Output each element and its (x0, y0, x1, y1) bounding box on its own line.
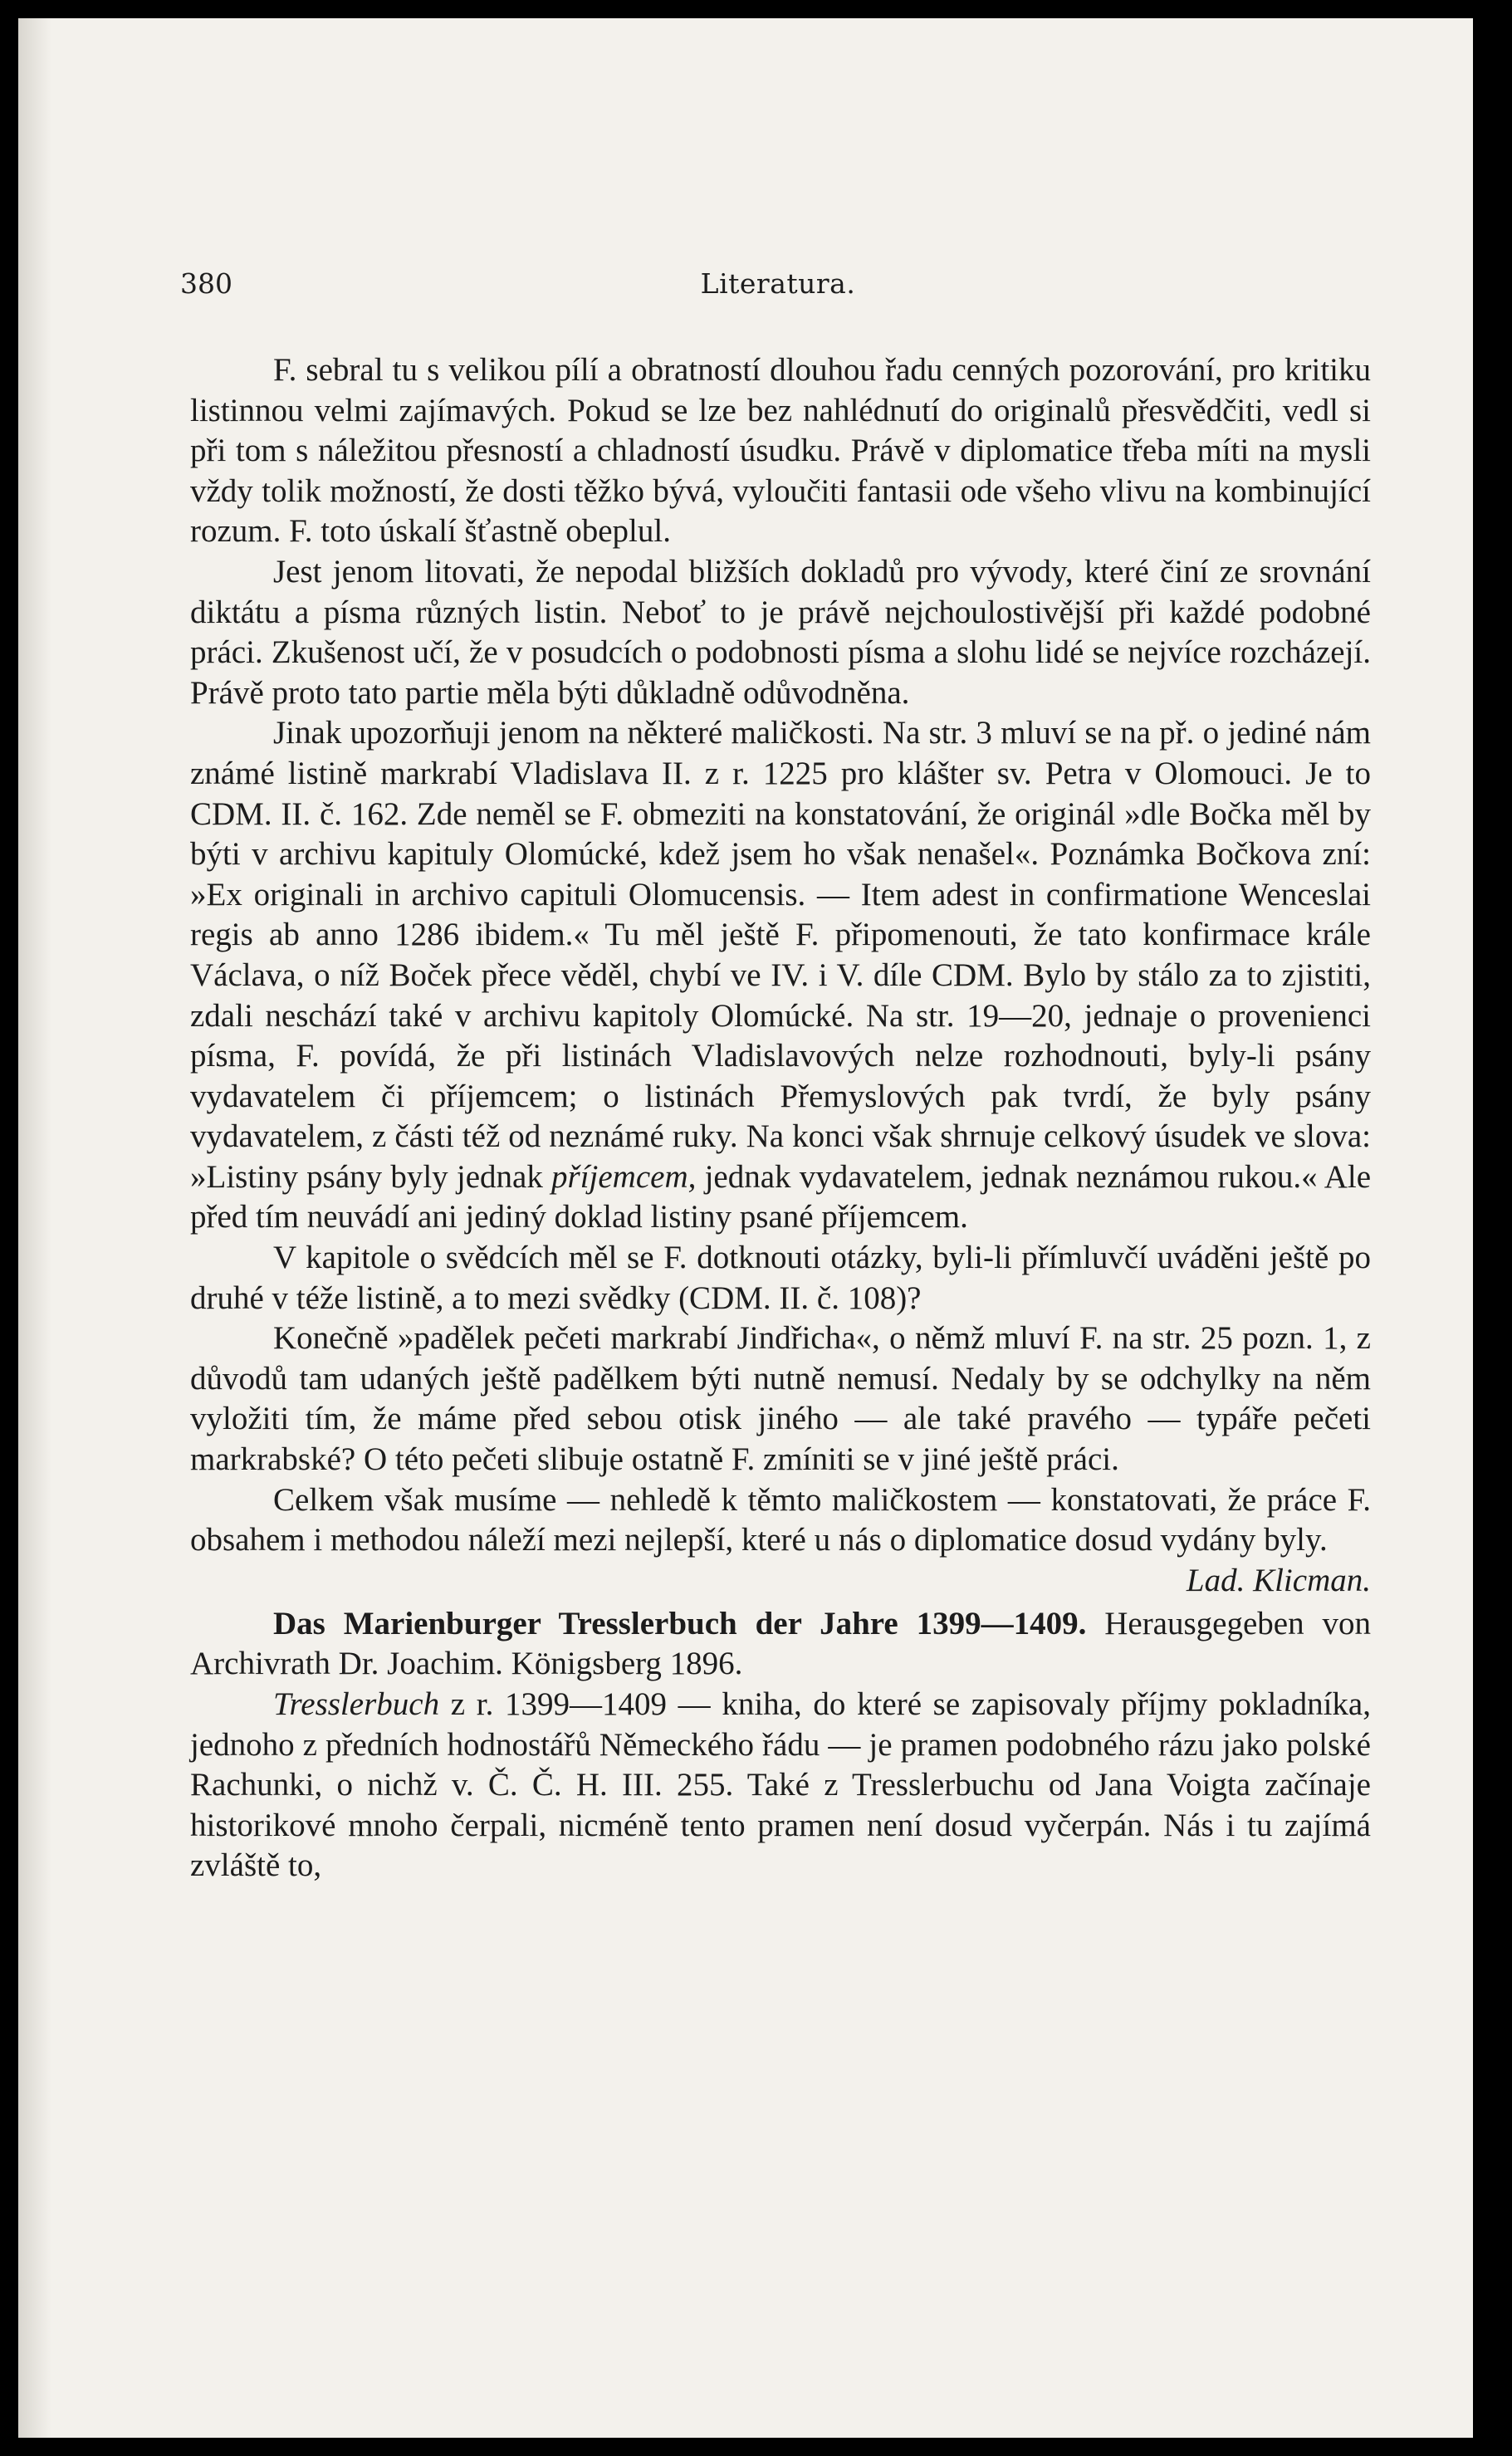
paragraph: V kapitole o svědcích měl se F. dotknouti otázky, byli-li přímluvčí uváděni ještě po druhé v téže listině, a to mezi svědky (CDM. II. č. 108)? (190, 1240, 1371, 1316)
page-header (180, 267, 1376, 317)
paragraph (190, 1685, 1371, 1886)
book-page (18, 18, 1473, 2438)
review-title-rest: Herausgegeben von Archivrath Dr. Joachim. Königsberg 1896. (190, 1605, 1371, 1682)
paragraph: Jest jenom litovati, že nepodal bližších dokladů pro vývody, které činí ze srovnání diktátu a písma různých listin. Neboť to je právě nejchoulostivější při každé podobné práci. Zkušenost učí, že v posudcích o podobnosti písma a slohu lidé se nejvíce rozcházejí. Právě proto tato partie měla býti důkladně odůvodněna. (190, 553, 1371, 711)
paragraph-text: Jinak upozorňuji jenom na některé maličkosti. Na str. 3 mluví se na př. o jediné nám známé listině markrabí Vladislava II. z r. 1225 pro klášter sv. Petra v Olomouci. Je to CDM. II. č. 162. Zde neměl se F. obmeziti na konstatování, že originál »dle Bočka měl by býti v archivu kapituly Olomúcké, kdež jsem ho však nenašel«. Poznámka Bočkova zní: »Ex originali in archivo capituli Olomucensis. — Item adest in confirmatione Wenceslai regis ab anno 1286 ibidem.« Tu měl ještě F. připomenouti, že tato konfirmace krále Václava, o níž Boček přece věděl, chybí ve IV. i V. díle CDM. Bylo by stálo za to zjistiti, zdali neschází také v archivu kapitoly Olomúcké. Na str. 19—20, jednaje o provenienci písma, F. povídá, že při listinách Vladislavových nelze rozhodnouti, byly-li psány vydavatelem či příjemcem; o listinách Přemyslových pak tvrdí, že byly psány vydavatelem, z části též od neznámé ruky. Na konci však shrnuje celkový úsudek ve slova: »Listiny psány byly jednak (190, 715, 1371, 1195)
emphasis-text: Tresslerbuch (273, 1686, 440, 1722)
text-block (190, 350, 1371, 1886)
running-head: Literatura. (700, 267, 856, 300)
review-title: Das Marienburger Tresslerbuch der Jahre 1399—1409. (273, 1605, 1087, 1641)
paragraph: F. sebral tu s velikou pílí a obratností dlouhou řadu cenných pozorování, pro kritiku listinnou velmi zajímavých. Pokud se lze bez nahlédnutí do originalů přesvědčiti, vedl si při tom s náležitou přesností a chladností úsudku. Právě v diplomatice třeba míti na mysli vždy tolik možností, že dosti těžko bývá, vyloučiti fantasii ode všeho vlivu na kombinující rozum. F. toto úskalí šťastně obeplul. (190, 352, 1371, 550)
page-number: 380 (180, 267, 232, 300)
paragraph (190, 713, 1371, 1238)
paragraph-text: z r. 1399—1409 — kniha, do které se zapisovaly příjmy pokladníka, jednoho z předních hodnostářů Německého řádu — je pramen podobného rázu jako polské Rachunki, o nichž v. Č. Č. H. III. 255. Také z Tresslerbuchu od Jana Voigta začínaje historikové mnoho čerpali, nicméně tento pramen není dosud vyčerpán. Nás i tu zajímá zvláště to, (190, 1686, 1371, 1884)
paragraph (190, 1480, 1371, 1598)
review-heading (190, 1604, 1371, 1685)
paragraph-text: Celkem však musíme — nehledě k těmto maličkostem — konstatovati, že práce F. obsahem i methodou náleží mezi nejlepší, které u nás o diplomatice dosud vydány byly. (190, 1481, 1371, 1558)
paragraph-text: jednak vydavatelem, jednak neznámou rukou.« Ale před tím neuvádí ani jediný doklad listiny psané příjemcem. (190, 1158, 1372, 1235)
signature: Lad. Klicman. (1186, 1562, 1371, 1598)
paragraph: Konečně »padělek pečeti markrabí Jindřicha«, o němž mluví F. na str. 25 pozn. 1, z důvodů tam udaných ještě padělkem býti nutně nemusí. Nedaly by se odchylky na něm vyložiti tím, že máme před sebou otisk jiného — ale také pravého — typáře pečeti markrabské? O této pečeti slibuje ostatně F. zmíniti se v jiné ještě práci. (190, 1320, 1371, 1478)
emphasis-text: příjemcem, (551, 1158, 697, 1195)
